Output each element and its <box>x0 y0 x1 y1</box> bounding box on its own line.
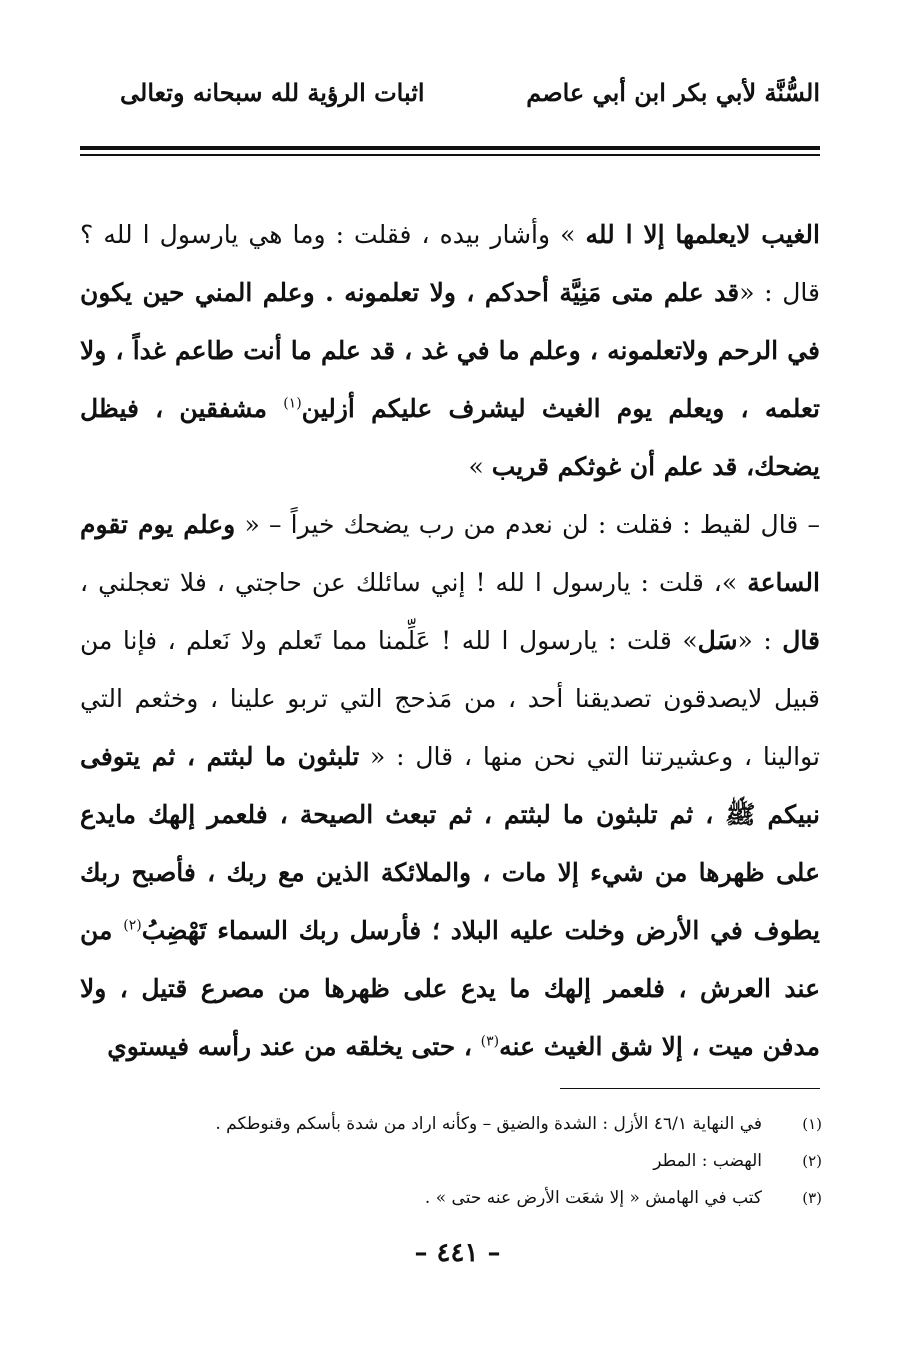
text-run: » <box>468 452 492 481</box>
header-rule-thin <box>80 154 820 156</box>
chapter-title: اثبات الرؤية لله سبحانه وتعالى <box>120 77 425 107</box>
running-header <box>120 72 820 112</box>
text-run: : « <box>737 626 783 655</box>
text-run: وعلم يوم تقوم الساعة <box>80 510 820 597</box>
book-title: السُّنَّة لأبي بكر ابن أبي عاصم <box>526 77 820 107</box>
text-run: » قلت : يارسول ا لله ! عَلِّمنا مما تَعلم ولا نَعلم ، فإنا من قبيل لايصدقون تصديقنا أحد ، من مَذحج التي تربو علينا ، وخثعم التي توالينا ، وعشيرتنا التي نحن منها ، قال : « <box>80 626 821 771</box>
footnote-text: كتب في الهامش « إلا شعَت الأرض عنه حتى » . <box>424 1188 762 1208</box>
footnote-text: الهضب : المطر <box>653 1151 762 1171</box>
text-run: من عند العرش ، فلعمر إلهك ما يدع على ظهرها من مصرع قتيل ، ولا مدفن ميت ، إلا شق الغيث عنه <box>80 916 820 1061</box>
paragraph <box>80 206 820 496</box>
text-run: سَل <box>697 626 738 655</box>
footnote-marker[interactable]: (٢) <box>123 917 142 934</box>
text-run: قد علم متى مَنِيَّة أحدكم ، ولا تعلمونه . وعلم المني حين يكون في الرحم ولاتعلمونه ، وعلم ما في غد ، قد علم ما أنت طاعم غداً ، ولا تعلمه ، ويعلم يوم الغيث ليشرف عليكم أزلين <box>80 278 820 423</box>
text-run: ، حتى يخلقه من عند رأسه فيستوي <box>107 1032 481 1061</box>
page-number: – ٤٤١ – <box>414 1238 501 1268</box>
text-run: مشفقين ، فيظل يضحك، قد علم أن غوثكم قريب <box>80 394 820 481</box>
paragraph <box>80 496 820 1076</box>
text-run: » وأشار بيده ، فقلت : وما هي يارسول ا لله ؟ قال : « <box>80 220 821 307</box>
footnote-marker[interactable]: (١) <box>283 395 302 412</box>
footnote-number: (٣) <box>802 1189 822 1207</box>
footnote <box>100 1180 822 1217</box>
text-run: الغيب لايعلمها إلا ا لله <box>585 220 820 249</box>
text-run: تلبثون ما لبثتم ، ثم يتوفى نبيكم ﷺ ، ثم تلبثون ما لبثتم ، ثم تبعث الصيحة ، فلعمر إلهك مايدع على ظهرها من شيء إلا مات ، والملائكة الذين مع ربك ، فأصبح ربك يطوف في الأرض وخلت عليه البلاد ؛ فأرسل ربك السماء تَهْضِبُ <box>80 742 820 945</box>
text-run: »، قلت : يارسول ا لله ! إني سائلك عن حاجتي ، فلا تعجلني ، <box>80 568 748 597</box>
footnote-text: في النهاية ٤٦/١ الأزل : الشدة والضيق – وكأنه اراد من شدة بأسكم وقنوطكم . <box>215 1114 762 1134</box>
header-rule-thick <box>80 146 820 150</box>
footnote <box>100 1106 822 1143</box>
footnote-number: (١) <box>802 1115 822 1133</box>
text-run: – قال لقيط : فقلت : لن نعدم من رب يضحك خيراً – « <box>235 510 821 539</box>
footnote-separator <box>560 1088 820 1089</box>
footnote-marker[interactable]: (٣) <box>480 1033 500 1050</box>
footnotes <box>100 1106 822 1217</box>
footnote <box>100 1143 822 1180</box>
text-run: قال <box>782 626 820 655</box>
main-text <box>80 206 820 1076</box>
footnote-number: (٢) <box>802 1152 822 1170</box>
